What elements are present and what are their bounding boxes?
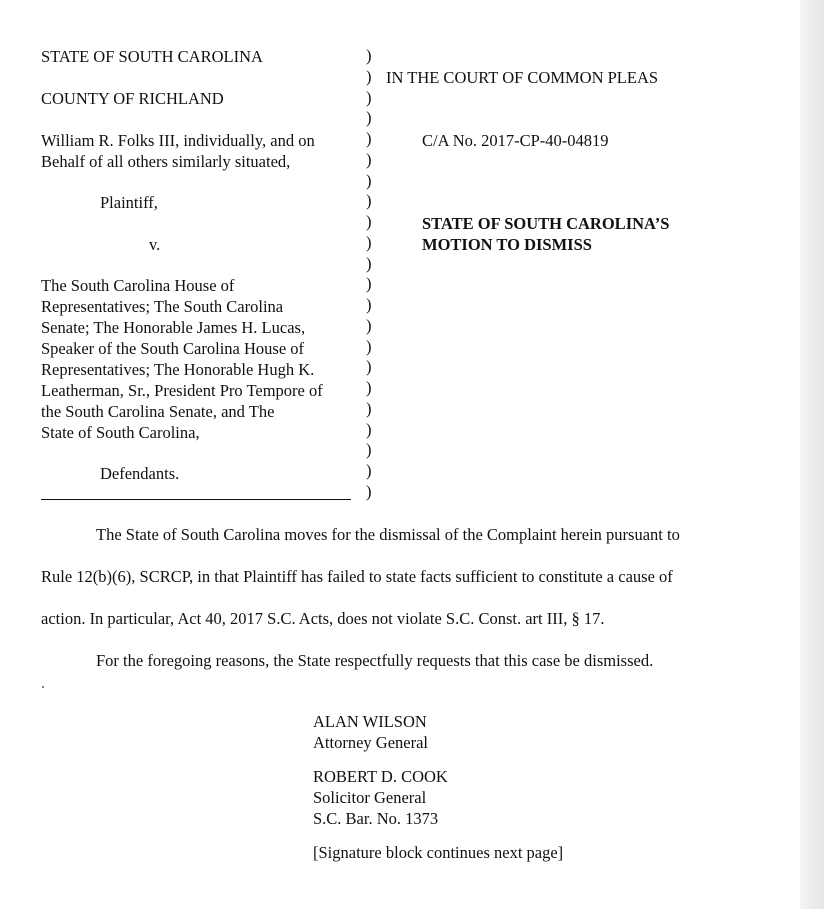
court-heading: IN THE COURT OF COMMON PLEAS	[386, 68, 659, 87]
defendant-line-4: Speaker of the South Carolina House of	[41, 339, 305, 358]
signature-block	[313, 711, 563, 863]
defendant-line-2: Representatives; The South Carolina	[41, 297, 284, 316]
paren: )	[366, 232, 372, 252]
paren: )	[366, 129, 372, 148]
spacer	[313, 753, 563, 766]
paren: )	[366, 46, 372, 65]
paren: )	[366, 440, 372, 460]
paragraph-1-line-1: The State of South Carolina moves for the dismissal of the Complaint herein pursuant to	[96, 525, 680, 544]
plaintiff-line-1: William R. Folks III, individually, and on	[41, 131, 315, 150]
case-number: C/A No. 2017-CP-40-04819	[422, 131, 609, 150]
defendant-line-6: Leatherman, Sr., President Pro Tempore of	[41, 381, 323, 400]
signer-name-1: ALAN WILSON	[313, 712, 427, 731]
caption-underline	[41, 499, 351, 500]
paren: )	[366, 461, 372, 480]
paragraph-1-line-2: Rule 12(b)(6), SCRCP, in that Plaintiff has failed to state facts sufficient to constitute a cause of	[41, 567, 673, 586]
signer-name-2: ROBERT D. COOK	[313, 767, 448, 786]
paren: )	[366, 336, 372, 356]
motion-title-line-2: MOTION TO DISMISS	[422, 235, 592, 254]
motion-title-line-1: STATE OF SOUTH CAROLINA’S	[422, 214, 670, 233]
paren: )	[366, 253, 372, 273]
defendant-label: Defendants.	[100, 464, 180, 483]
defendant-line-1: The South Carolina House of	[41, 276, 235, 295]
page-edge-shadow	[800, 0, 824, 909]
paren: )	[366, 315, 372, 335]
paren: )	[366, 378, 372, 397]
case-caption	[41, 46, 761, 506]
signature-continues-note: [Signature block continues next page]	[313, 843, 564, 862]
paren: )	[366, 481, 372, 501]
defendant-line-7: the South Carolina Senate, and The	[41, 402, 275, 421]
paren: )	[366, 66, 372, 86]
caption-parentheses	[366, 46, 380, 503]
paragraph-2: For the foregoing reasons, the State respectfully requests that this case be dismissed.	[96, 651, 654, 670]
stray-mark	[42, 686, 44, 688]
plaintiff-line-2: Behalf of all others similarly situated,	[41, 152, 291, 171]
paren: )	[366, 357, 372, 377]
state-heading: STATE OF SOUTH CAROLINA	[41, 47, 263, 66]
defendant-line-3: Senate; The Honorable James H. Lucas,	[41, 318, 306, 337]
paren: )	[366, 191, 372, 211]
paren: )	[366, 149, 372, 169]
paren: )	[366, 108, 372, 128]
paren: )	[366, 87, 372, 107]
defendant-line-5: Representatives; The Honorable Hugh K.	[41, 360, 315, 379]
versus-label: v.	[149, 235, 161, 254]
paren: )	[366, 295, 372, 314]
paren: )	[366, 419, 372, 439]
paren: )	[366, 170, 372, 190]
paren: )	[366, 212, 372, 231]
paren: )	[366, 274, 372, 294]
spacer	[313, 829, 563, 842]
bar-number: S.C. Bar. No. 1373	[313, 809, 439, 828]
paragraph-1-line-3: action. In particular, Act 40, 2017 S.C. Acts, does not violate S.C. Const. art III, § 17.	[41, 609, 605, 628]
county-heading: COUNTY OF RICHLAND	[41, 89, 224, 108]
signer-title-1: Attorney General	[313, 733, 428, 752]
defendant-line-8: State of South Carolina,	[41, 423, 200, 442]
signer-title-2: Solicitor General	[313, 788, 427, 807]
plaintiff-label: Plaintiff,	[100, 193, 158, 212]
paren: )	[366, 398, 372, 418]
